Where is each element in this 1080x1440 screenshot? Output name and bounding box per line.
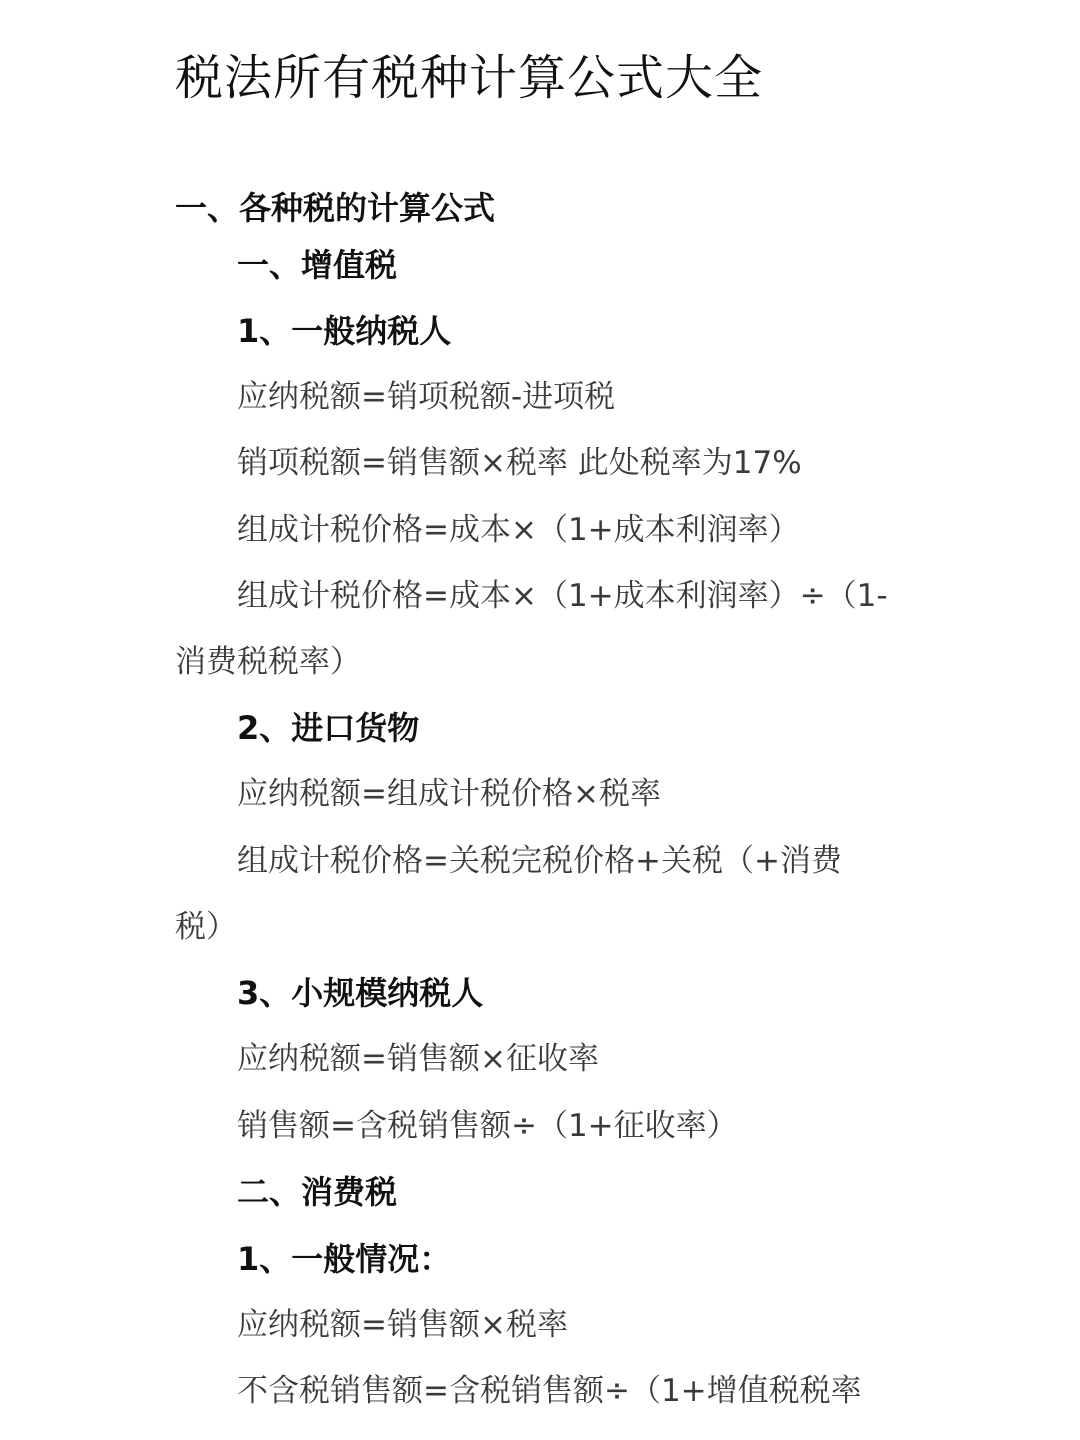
item-heading: 3、小规模纳税人 <box>237 974 484 1012</box>
subsection-heading: 一、增值税 <box>237 246 398 284</box>
subsection-heading: 二、消费税 <box>237 1173 398 1211</box>
formula-line: 组成计税价格=关税完税价格+关税（+消费 <box>237 843 842 879</box>
formula-line-continuation: 消费税税率） <box>175 644 361 680</box>
formula-line: 销项税额=销售额×税率 此处税率为17% <box>237 445 802 481</box>
formula-line: 组成计税价格=成本×（1+成本利润率）÷（1- <box>237 578 888 614</box>
item-heading: 1、一般纳税人 <box>237 312 452 350</box>
formula-line-continuation: 税） <box>175 909 237 945</box>
formula-line: 应纳税额=销售额×税率 <box>237 1307 568 1343</box>
item-heading: 1、一般情况： <box>237 1240 452 1278</box>
section-heading: 一、各种税的计算公式 <box>175 189 496 227</box>
formula-line: 组成计税价格=成本×（1+成本利润率） <box>237 512 800 548</box>
formula-line: 销售额=含税销售额÷（1+征收率） <box>237 1108 738 1144</box>
formula-line: 应纳税额=组成计税价格×税率 <box>237 776 661 812</box>
formula-line: 不含税销售额=含税销售额÷（1+增值税税率 <box>237 1373 862 1409</box>
item-heading: 2、进口货物 <box>237 709 420 747</box>
page-title: 税法所有税种计算公式大全 <box>175 50 764 106</box>
formula-line: 应纳税额=销项税额-进项税 <box>237 379 616 415</box>
formula-line: 应纳税额=销售额×征收率 <box>237 1041 599 1077</box>
